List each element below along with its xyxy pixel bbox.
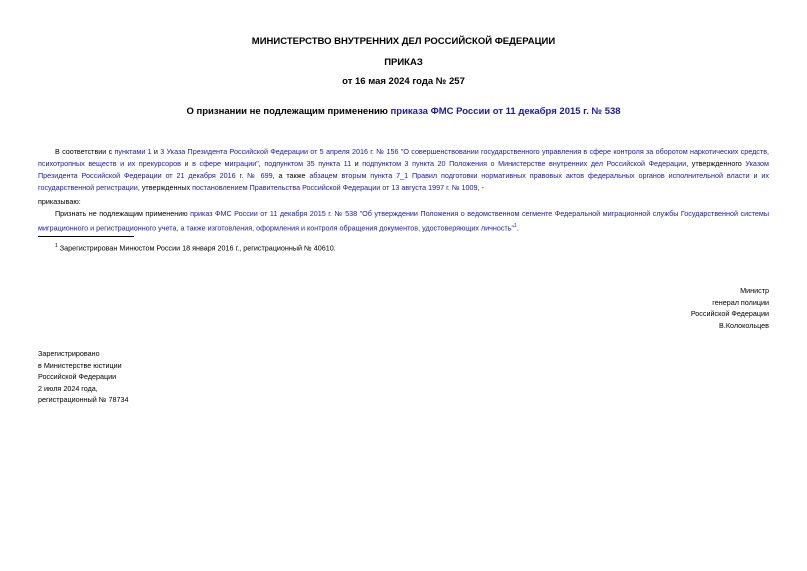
link-decree-699[interactable]: Указом Президента Российской Федерации от 21 декабря 2016 г. № 699	[38, 159, 769, 180]
link-decree-156[interactable]: 3 Указа Президента Российской Федерации от 5 апреля 2016 г. № 156 "О совершенствовании государственного управления в сфере контроля за оборотом наркотических средств, психотропных веществ и их прекурсоров и в сфере миграции"	[38, 147, 770, 168]
registration-line: Зарегистрировано	[38, 349, 100, 358]
doc-type-heading: ПРИКАЗ	[384, 57, 423, 68]
text-segment: , а также	[272, 171, 310, 180]
preamble-paragraph	[38, 146, 769, 194]
order-paragraph	[38, 208, 769, 234]
link-order-538[interactable]: приказ ФМС России от 11 декабря 2015 г. № 538 "Об утверждении Положения о ведомственном сегменте Федеральной миграционной службы Государственной системы миграционного и регистрационного учета, а также изготовления, оформления и контроля обращения документов, удостоверяющих личность"	[38, 209, 770, 233]
registration-line: регистрационный № 78734	[38, 395, 129, 404]
date-number-heading: от 16 мая 2024 года № 257	[342, 76, 465, 87]
text-segment: Признать не подлежащим применению	[55, 209, 191, 218]
text-segment: и	[351, 159, 363, 168]
link-resolution-1009[interactable]: постановлением Правительства Российской Федерации от 13 августа 1997 г. № 1009	[192, 183, 478, 192]
document-title	[0, 106, 807, 117]
signature-block	[691, 285, 769, 331]
link-rules-7-1[interactable]: абзацем вторым пункта 7_1 Правил подготовки нормативных правовых актов федеральных органов исполнительной власти и их государственной регистрации	[38, 171, 769, 192]
orders-label: приказываю:	[38, 197, 81, 206]
signature-line: генерал полиции	[712, 297, 769, 307]
footnote-separator	[38, 236, 134, 237]
registration-line: Российской Федерации	[38, 372, 117, 381]
text-segment: ,	[258, 159, 265, 168]
text-segment: .	[516, 223, 519, 233]
text-segment: и	[151, 147, 161, 156]
text-segment: , -	[477, 183, 484, 192]
text-segment: В соответствии с	[55, 147, 115, 156]
title-prefix: О признании не подлежащим применению	[186, 106, 391, 117]
text-segment: , утвержденного	[686, 159, 746, 168]
signature-line: В.Колокольцев	[719, 320, 769, 330]
registration-line: 2 июля 2024 года,	[38, 383, 98, 393]
signature-line: Российской Федерации	[690, 309, 769, 318]
link-points-1[interactable]: пунктами 1	[114, 147, 152, 156]
footnote	[55, 240, 336, 254]
footnote-mark: 1	[55, 243, 58, 249]
footnote-ref[interactable]: 1	[514, 223, 517, 229]
registration-block	[38, 348, 128, 406]
footnote-text: Зарегистрирован Минюстом России 18 января 2016 г., регистрационный № 40610.	[57, 243, 336, 253]
text-segment: , утвержденных	[137, 183, 193, 192]
link-subpoint-3[interactable]: подпунктом 3 пункта 20 Положения о Министерстве внутренних дел Российской Федерации	[362, 159, 687, 168]
registration-line: в Министерстве юстиции	[38, 360, 122, 370]
signature-line: Министр	[740, 286, 769, 295]
link-subpoint-35[interactable]: подпунктом 35 пункта 11	[264, 159, 352, 168]
ministry-heading: МИНИСТЕРСТВО ВНУТРЕННИХ ДЕЛ РОССИЙСКОЙ ФЕДЕРАЦИИ	[251, 36, 556, 47]
title-link[interactable]: приказа ФМС России от 11 декабря 2015 г. № 538	[390, 106, 621, 117]
